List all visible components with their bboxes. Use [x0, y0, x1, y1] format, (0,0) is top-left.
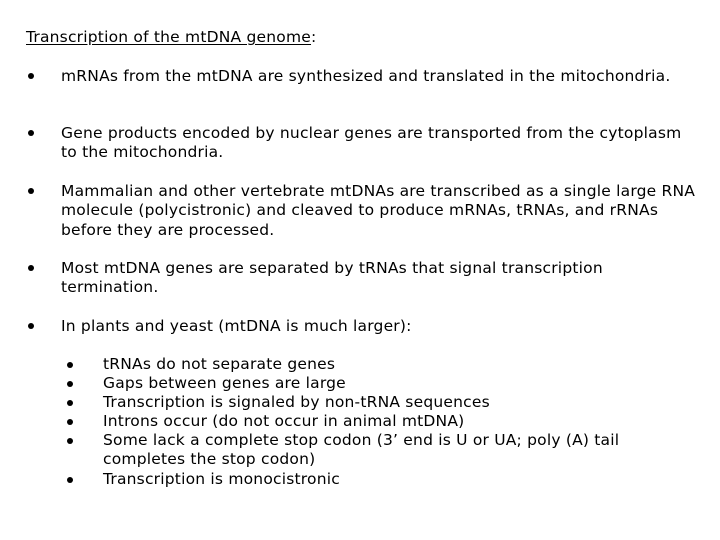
sub-bullet-dot [67, 381, 73, 387]
bullet-dot [28, 265, 34, 271]
sub-bullet-dot [67, 477, 73, 483]
sub-bullet-text: Transcription is monocistronic [103, 470, 340, 488]
bullet-dot [28, 188, 34, 194]
bullet-dot [28, 73, 34, 79]
sub-bullet-text: Transcription is signaled by non-tRNA sequences [103, 393, 490, 411]
bullet-text: Most mtDNA genes are separated by tRNAs that signal transcription termination. [61, 259, 603, 297]
sub-bullet-text: Introns occur (do not occur in animal mtDNA) [103, 412, 465, 430]
bullet-text: mRNAs from the mtDNA are synthesized and translated in the mitochondria. [61, 67, 671, 85]
slide-title [26, 27, 316, 47]
bullet-text: In plants and yeast (mtDNA is much larger): [61, 317, 412, 335]
sub-bullet-dot [67, 419, 73, 425]
sub-bullet-dot [67, 362, 73, 368]
bullet-dot [28, 130, 34, 136]
sub-bullet-text: Gaps between genes are large [103, 374, 346, 392]
bullet-text: Gene products encoded by nuclear genes are transported from the cytoplasm to the mitochondria. [61, 124, 682, 162]
title-text: Transcription of the mtDNA genome [26, 28, 312, 46]
sub-bullet-dot [67, 438, 73, 444]
bullet-dot [28, 323, 34, 329]
sub-bullet-text: Some lack a complete stop codon (3’ end is U or UA; poly (A) tail completes the stop codon) [103, 431, 620, 469]
bullet-text: Mammalian and other vertebrate mtDNAs are transcribed as a single large RNA molecule (polycistronic) and cleaved to produce mRNAs, tRNAs, and rRNAs before they are processed. [61, 182, 696, 239]
sub-bullet-dot [67, 400, 73, 406]
title-colon: : [311, 28, 317, 46]
sub-bullet-text: tRNAs do not separate genes [103, 355, 336, 373]
